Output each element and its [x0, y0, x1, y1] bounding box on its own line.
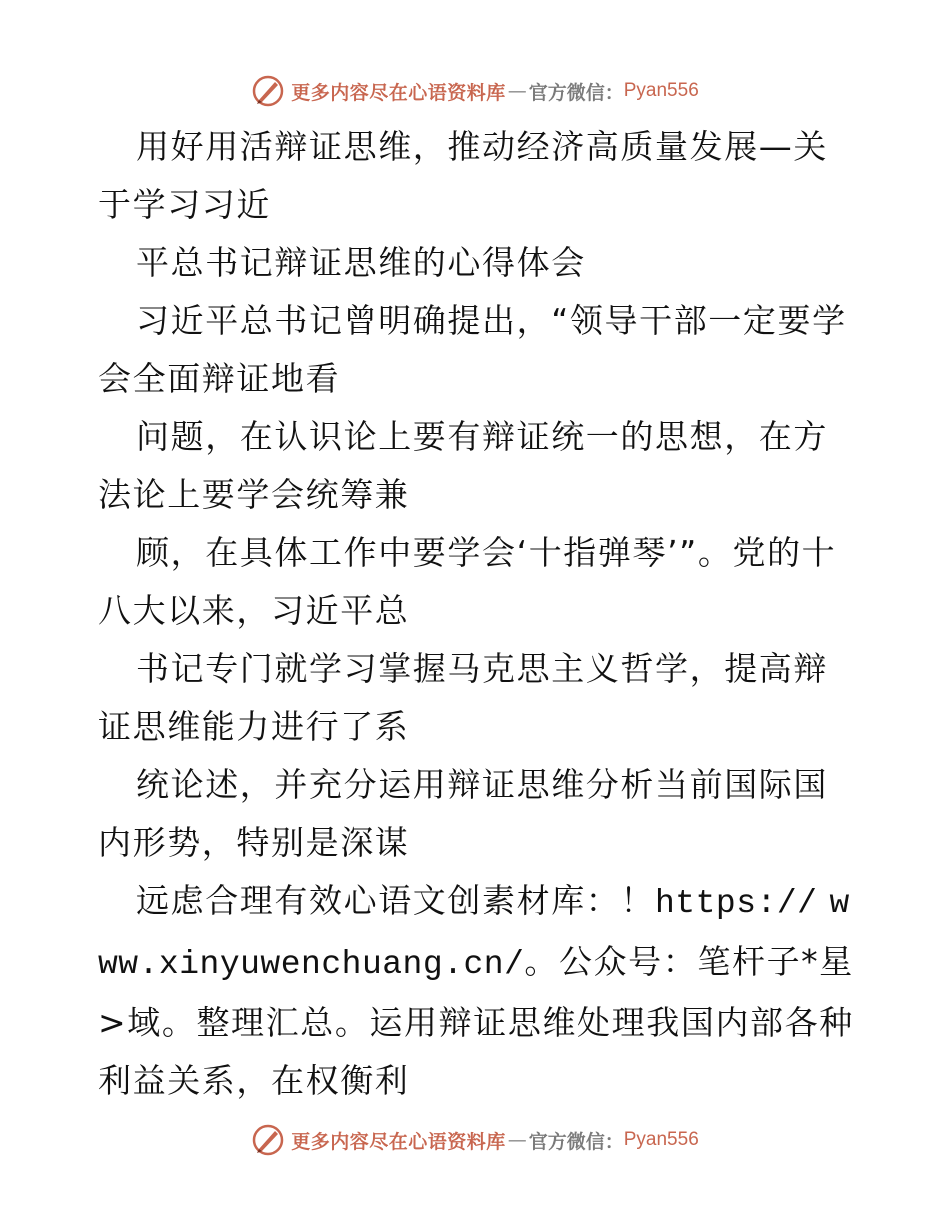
paragraph: 书记专门就学习掌握马克思主义哲学，提高辩证思维能力进行了系	[98, 649, 828, 746]
url-part-2: www.xinyuwenchuang.cn/	[98, 885, 850, 983]
paragraph-last-text: 。公众号：笔杆子*星>域。整理汇总。运用辩证思维处理我国内部各种利益关系，在权衡利	[98, 942, 854, 1100]
paragraph-subtitle: 平总书记辩证思维的心得体会	[136, 243, 586, 282]
paragraph: 习近平总书记曾明确提出，“领导干部一定要学会全面辩证地看	[98, 301, 847, 398]
paragraph-last-text: 远虑合理有效心语文创素材库：！	[136, 881, 655, 920]
watermark-wechat-label: 官方微信：	[528, 1130, 624, 1153]
watermark-wechat-id: Pyan556	[623, 80, 699, 101]
paragraph-title: 用好用活辩证思维，推动经济高质量发展—关于学习习近	[98, 127, 828, 224]
watermark-wechat-label: 官方微信：	[528, 81, 624, 104]
header-watermark	[0, 71, 950, 111]
paragraph: 顾，在具体工作中要学会‘十指弹琴’”。党的十八大以来，习近平总	[98, 533, 837, 630]
watermark-site-name: 更多内容尽在心语资料库	[291, 1130, 506, 1153]
document-body	[98, 118, 858, 1110]
footer-watermark	[0, 1120, 950, 1160]
watermark-separator: —	[507, 80, 527, 102]
paragraph: 统论述，并充分运用辩证思维分析当前国际国内形势，特别是深谋	[98, 765, 828, 862]
watermark-site-name: 更多内容尽在心语资料库	[291, 81, 506, 104]
url-part-1: https://	[655, 885, 818, 922]
pen-logo-icon	[251, 74, 285, 108]
paragraph: 问题，在认识论上要有辩证统一的思想，在方法论上要学会统筹兼	[98, 417, 828, 514]
watermark-wechat-id: Pyan556	[623, 1129, 699, 1150]
watermark-separator: —	[507, 1129, 527, 1151]
paragraph-last	[98, 872, 858, 1110]
pen-logo-icon	[251, 1123, 285, 1157]
